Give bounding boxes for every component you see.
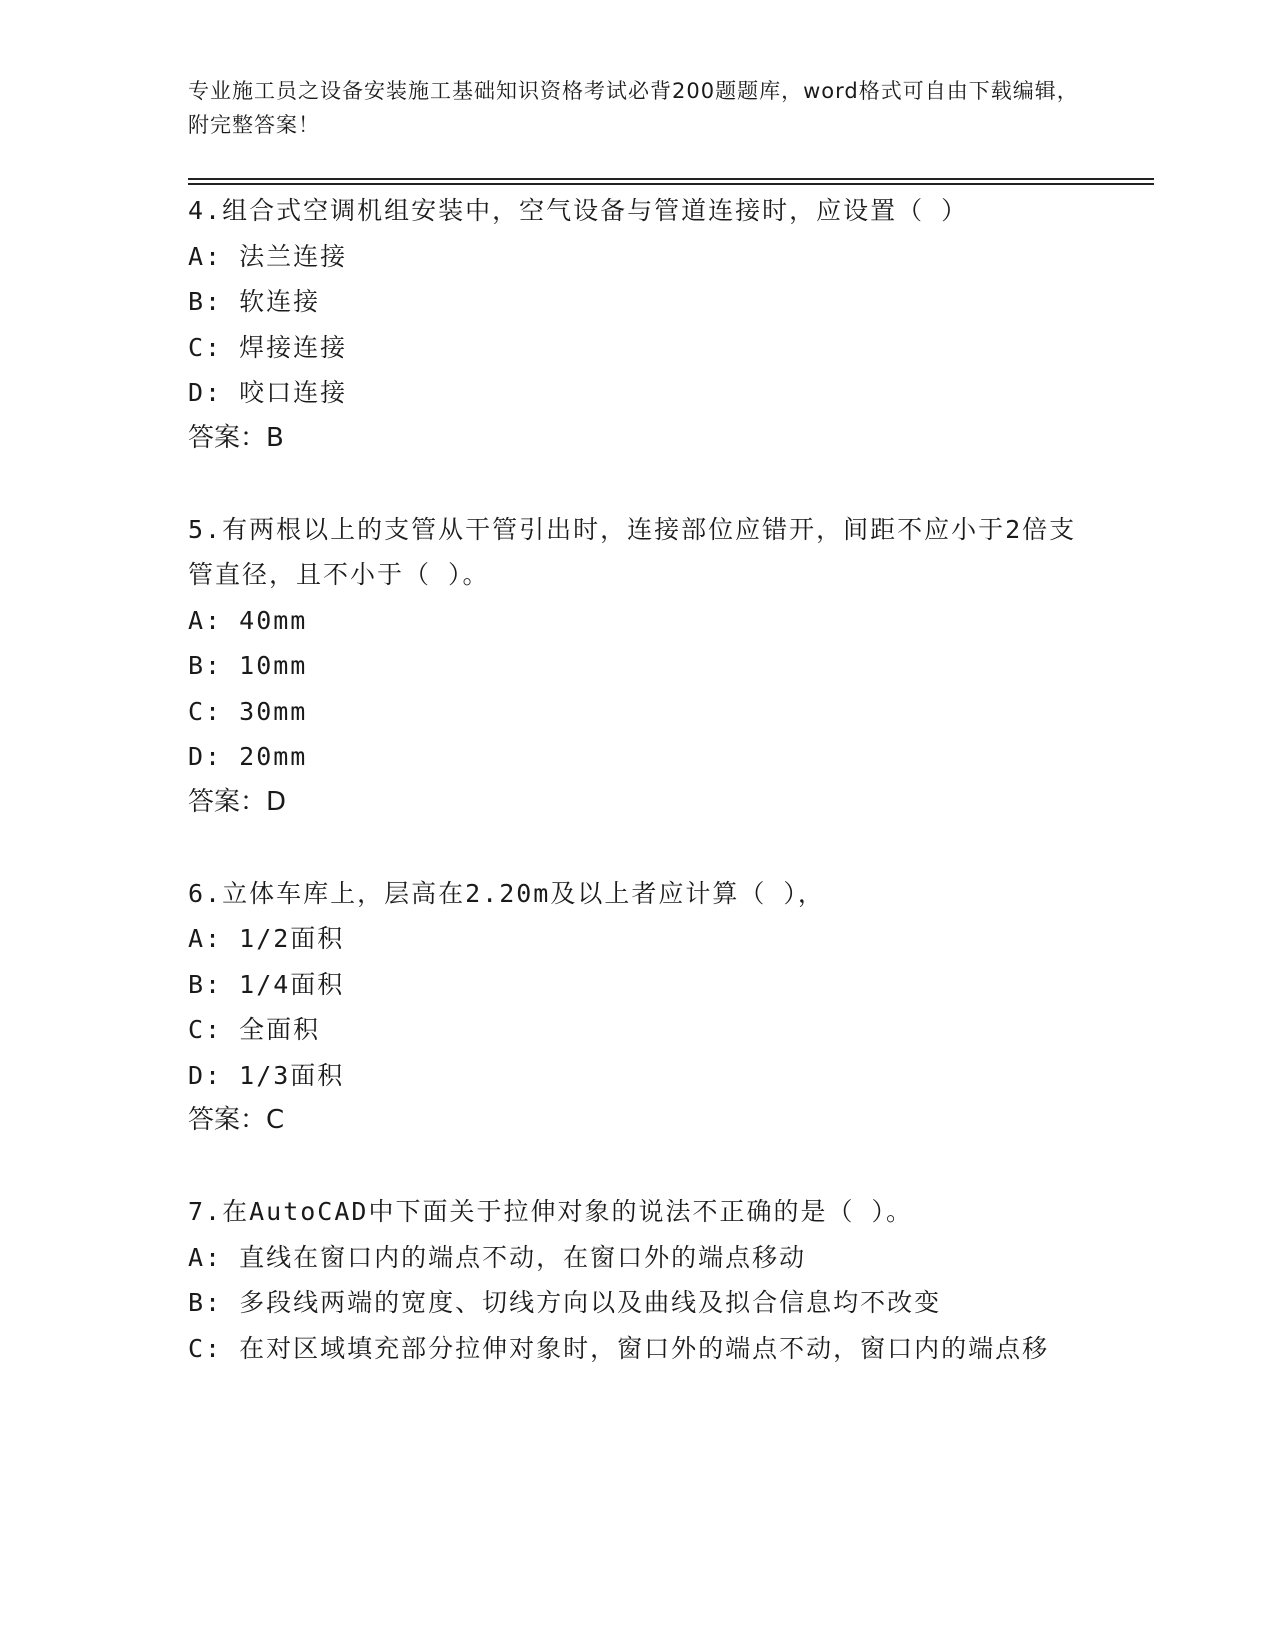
option-c: C: 30mm [188, 696, 308, 726]
option-d: D: 20mm [188, 742, 308, 771]
option-b: B: 多段线两端的宽度、切线方向以及曲线及拟合信息均不改变 [188, 1288, 942, 1317]
question-stem: 7.在AutoCAD中下面关于拉伸对象的说法不正确的是（ ）。 [188, 1197, 914, 1226]
question-list [188, 188, 1088, 1371]
question-5 [188, 507, 1088, 826]
question-stem: 4.组合式空调机组安装中，空气设备与管道连接时，应设置（ ） [188, 196, 969, 225]
header-divider-top [188, 178, 1154, 180]
option-d: D: 1/3面积 [188, 1060, 345, 1090]
question-stem: 6.立体车库上，层高在2.20m及以上者应计算（ ）， [188, 878, 825, 908]
option-a: A: 法兰连接 [188, 241, 348, 271]
option-a: A: 40mm [188, 605, 308, 635]
option-b: B: 10mm [188, 651, 308, 680]
document-header: 专业施工员之设备安装施工基础知识资格考试必背200题题库，word格式可自由下载编辑，附完整答案！ [188, 79, 1079, 137]
answer-label: 答案：B [188, 422, 284, 453]
question-stem: 5.有两根以上的支管从干管引出时，连接部位应错开，间距不应小于2倍支管直径，且不小于（ ）。 [188, 514, 1077, 589]
option-a: A: 1/2面积 [188, 924, 345, 953]
spacer [188, 825, 1088, 871]
answer-label: 答案：D [188, 786, 287, 817]
spacer [188, 1144, 1088, 1190]
header-divider-bottom [188, 183, 1154, 185]
option-a: A: 直线在窗口内的端点不动，在窗口外的端点移动 [188, 1242, 807, 1272]
option-b: B: 1/4面积 [188, 969, 345, 999]
spacer [188, 461, 1088, 507]
option-c: C: 全面积 [188, 1015, 321, 1044]
question-4 [188, 188, 1088, 461]
question-7 [188, 1189, 1088, 1371]
option-d: D: 咬口连接 [188, 378, 348, 407]
answer-label: 答案：C [188, 1105, 285, 1135]
option-c: C: 在对区域填充部分拉伸对象时，窗口外的端点不动，窗口内的端点移 [188, 1333, 1050, 1363]
option-b: B: 软连接 [188, 287, 321, 316]
option-c: C: 焊接连接 [188, 332, 348, 362]
question-6 [188, 871, 1088, 1144]
